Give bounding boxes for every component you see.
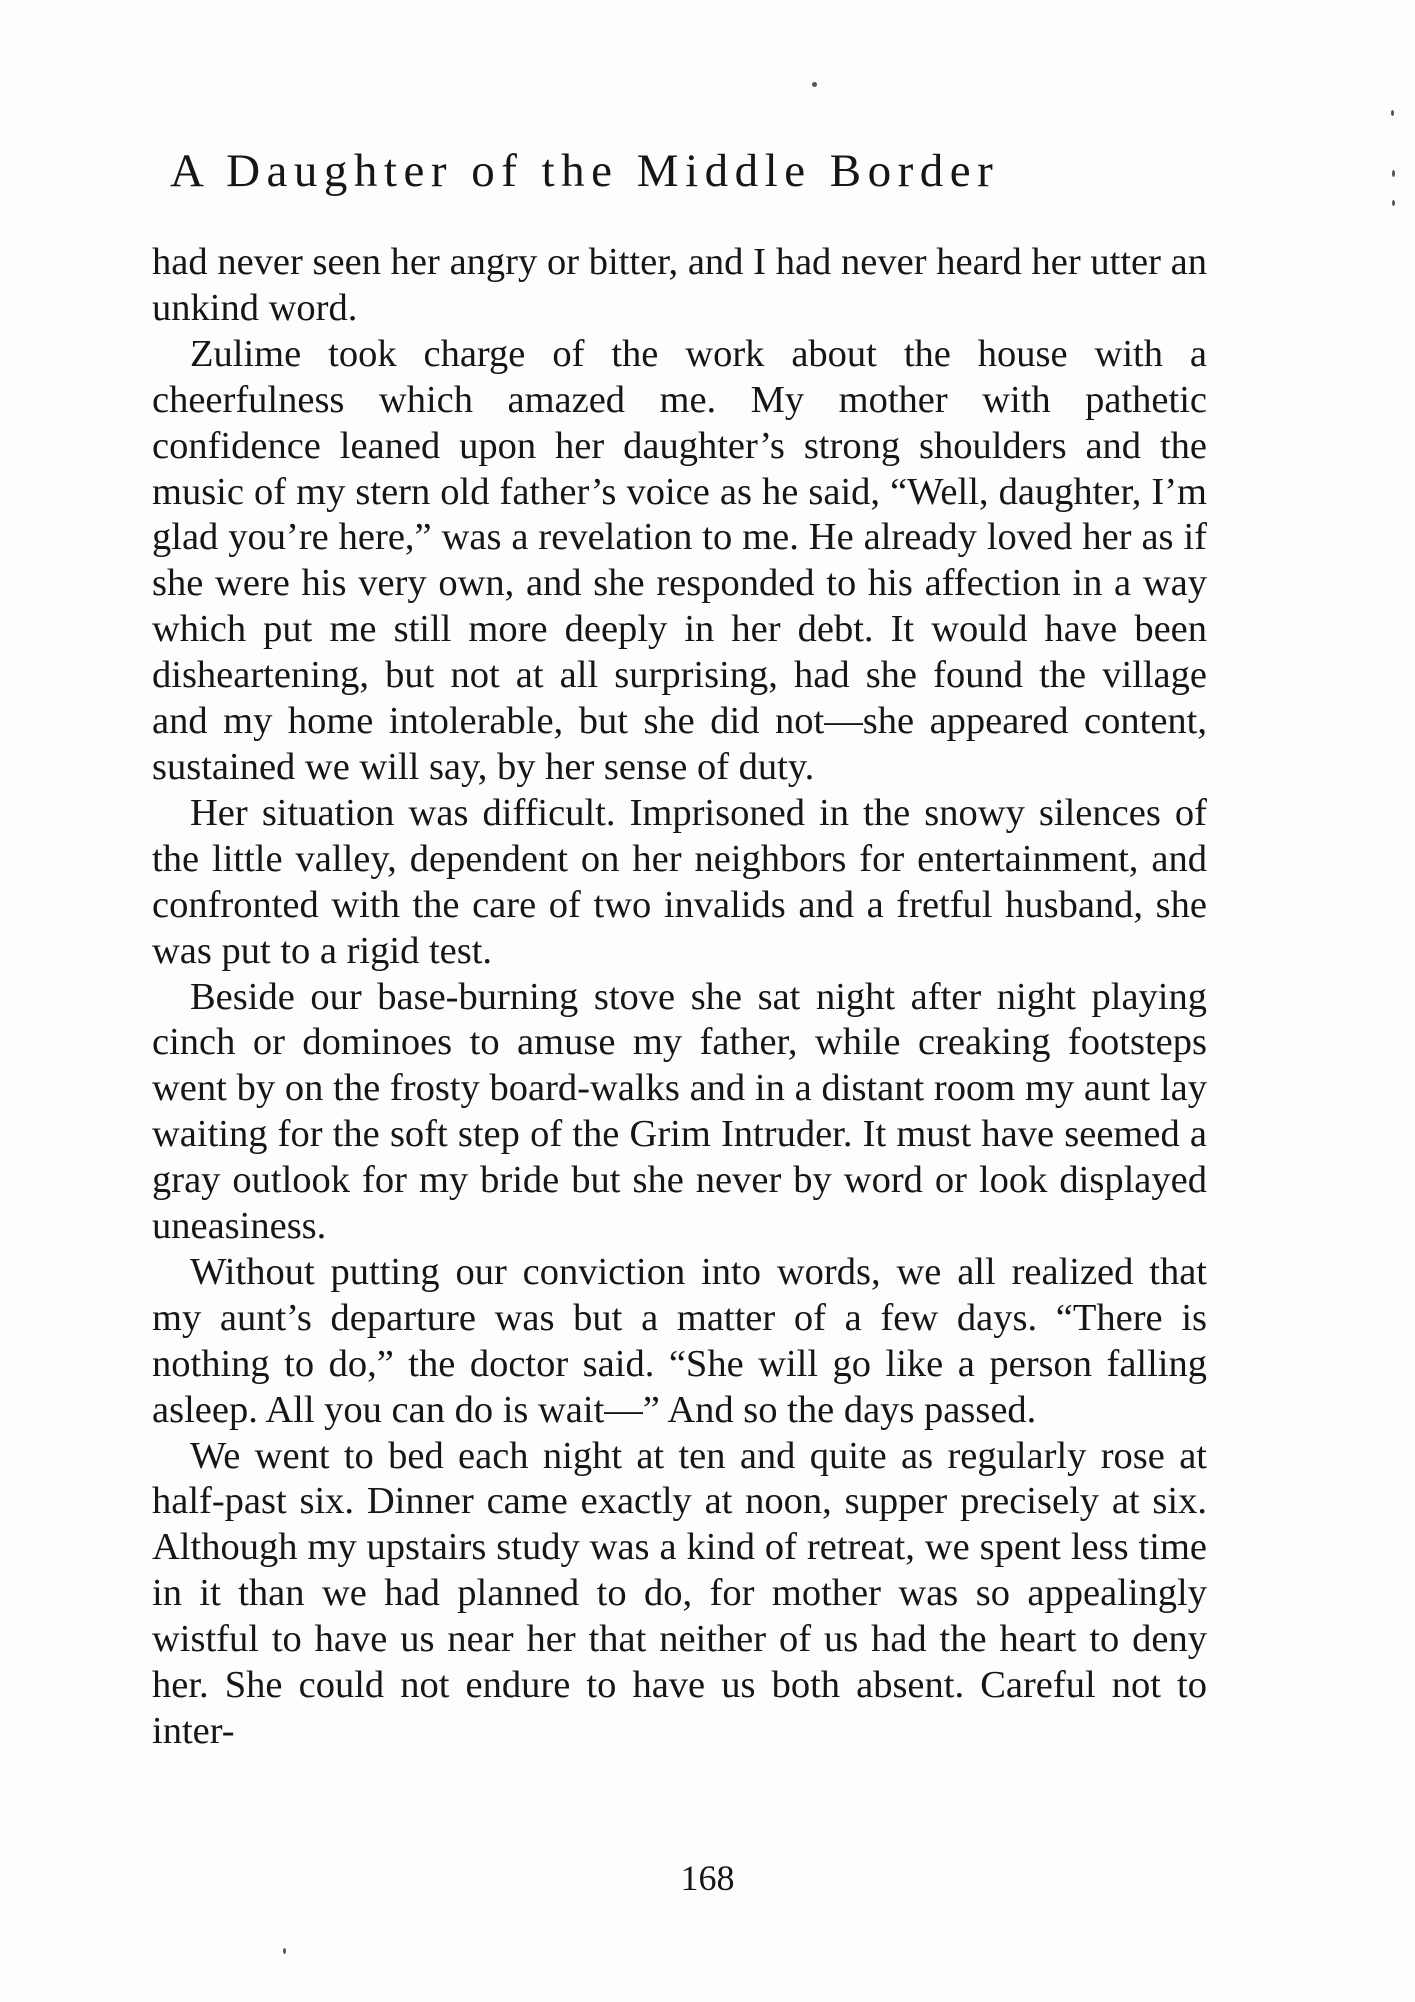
paragraph-routine: We went to bed each night at ten and quite as regularly rose at half-past six. Dinner came exactly at noon, supper precisely at six. Although my upstairs study was a kind of retreat, we spent less time in it than we had planned to do, for mother was so appealingly wistful to have us near her that neither of us had the heart to deny her. She could not endure to have us both absent. Careful not to inter- <box>152 1434 1207 1752</box>
print-speck <box>1392 170 1395 177</box>
print-speck <box>812 82 817 87</box>
paragraph-situation: Her situation was difficult. Imprisoned in the snowy silences of the little valley, dependent on her neighbors for entertainment, and confronted with the care of two invalids and a fretful husband, she was put to a rigid test. <box>152 791 1207 972</box>
print-speck <box>283 1948 286 1954</box>
running-head: A Daughter of the Middle Border <box>170 145 1000 197</box>
print-speck <box>1391 110 1394 116</box>
paragraph-zulime: Zulime took charge of the work about the house with a cheerfulness which amazed me. My mother with pathetic confidence leaned upon her daughter’s strong shoulders and the music of my stern old father’s voice as he said, “Well, daughter, I’m glad you’re here,” was a revelation to me. He already loved her as if she were his very own, and she responded to his affection in a way which put me still more deeply in her debt. It would have been disheartening, but not at all surprising, had she found the village and my home intolerable, but she did not—she appeared content, sustained we will say, by her sense of duty. <box>152 332 1207 788</box>
paragraph-continued: had never seen her angry or bitter, and I had never heard her utter an unkind word. <box>152 241 1207 329</box>
page-number: 168 <box>680 1858 735 1898</box>
paragraph-departure: Without putting our conviction into words, we all realized that my aunt’s departure was but a matter of a few days. “There is nothing to do,” the doctor said. “She will go like a person falling asleep. All you can do is wait—” And so the days passed. <box>152 1250 1207 1431</box>
paragraph-stove: Beside our base-burning stove she sat night after night playing cinch or dominoes to amuse my father, while creaking footsteps went by on the frosty board-walks and in a distant room my aunt lay waiting for the soft step of the Grim Intruder. It must have seemed a gray outlook for my bride but she never by word or look displayed uneasiness. <box>152 975 1207 1248</box>
print-speck <box>1392 200 1395 206</box>
body-text <box>152 240 1207 1755</box>
